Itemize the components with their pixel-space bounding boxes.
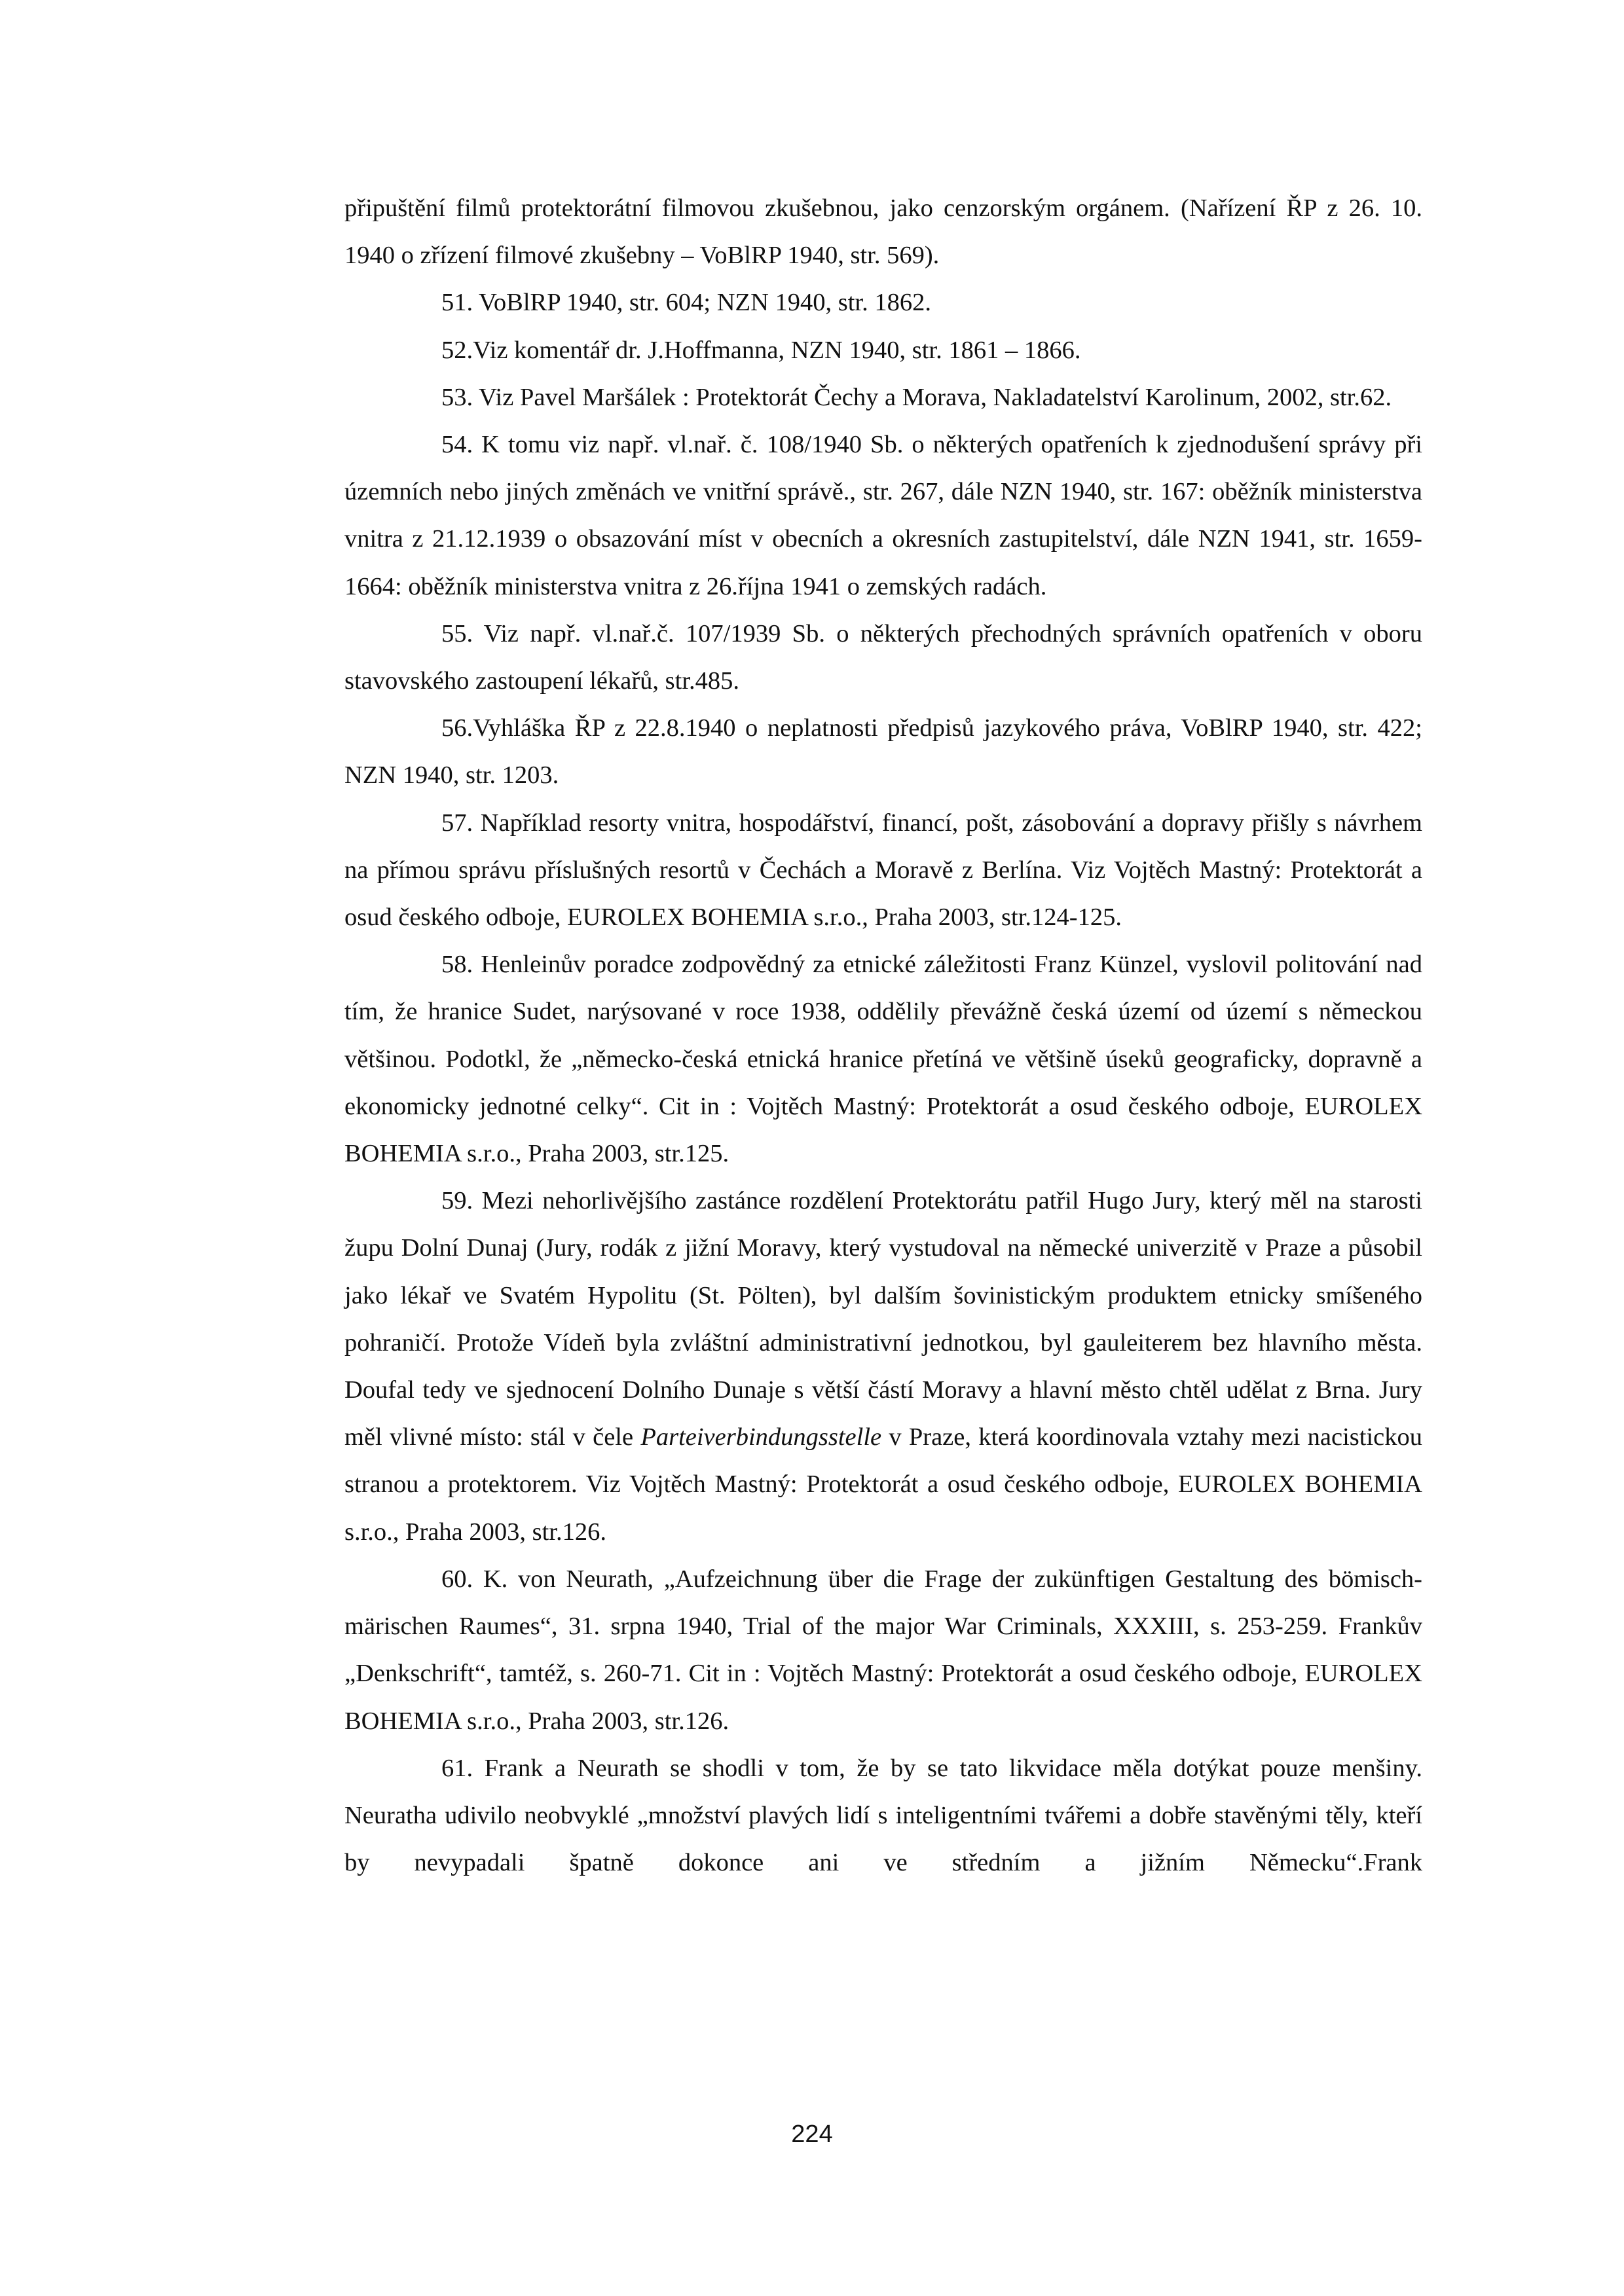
footnote-52: 52.Viz komentář dr. J.Hoffmanna, NZN 1940, str. 1861 – 1866.: [441, 336, 1081, 364]
footnote-51: 51. VoBlRP 1940, str. 604; NZN 1940, str. 1862.: [441, 289, 932, 317]
footnote-59-text-after: v Praze, která koordinovala vztahy mezi nacistickou stranou a protektorem. Viz Vojtěch Mastný: Protektorát a osud českého odboje, EUROLEX BOHEMIA s.r.o., Praha 2003, str.126.: [344, 1423, 1422, 1546]
footnote-54: 54. K tomu viz např. vl.nař. č. 108/1940 Sb. o některých opatřeních k zjednodušení správy při územních nebo jiných změnách ve vnitřní správě., str. 267, dále NZN 1940, str. 167: oběžník ministerstva vnitra z 21.12.1939 o obsazování míst v obecních a okresních zastupitelství, dále NZN 1941, str. 1659-1664: oběžník ministerstva vnitra z 26.října 1941 o zemských radách.: [344, 431, 1422, 600]
footnote-61: 61. Frank a Neurath se shodli v tom, že by se tato likvidace měla dotýkat pouze menšiny. Neuratha udivilo neobvyklé „množství plavých lidí s inteligentními tvářemi a dobře stavěnými těly, kteří by nevypadali špatně dokonce ani ve středním a jižním Německu“.Frank: [344, 1754, 1422, 1877]
page-number: 224: [791, 2121, 833, 2148]
footnote-59: [344, 1177, 1422, 1556]
footnote-continuation: připuštění filmů protektorátní filmovou zkušebnou, jako cenzorským orgánem. (Nařízení ŘP z 26. 10. 1940 o zřízení filmové zkušebny – VoBlRP 1940, str. 569).: [344, 194, 1422, 270]
footnote-59-text-before: 59. Mezi nehorlivějšího zastánce rozdělení Protektorátu patřil Hugo Jury, který měl na starosti župu Dolní Dunaj (Jury, rodák z jižní Moravy, který vystudoval na německé univerzitě v Praze a působil jako lékař ve Svatém Hypolitu (St. Pölten), byl dalším šovinistickým produktem etnicky smíšeného pohraničí. Protože Vídeň byla zvláštní administrativní jednotkou, byl gauleiterem bez hlavního města. Doufal tedy ve sjednocení Dolního Dunaje s větší částí Moravy a hlavní město chtěl udělat z Brna. Jury měl vlivné místo: stál v čele: [344, 1187, 1422, 1451]
footnotes-text-column: [344, 185, 1422, 1886]
footnote-57: 57. Například resorty vnitra, hospodářství, financí, pošt, zásobování a dopravy přišly s návrhem na přímou správu příslušných resortů v Čechách a Moravě z Berlína. Viz Vojtěch Mastný: Protektorát a osud českého odboje, EUROLEX BOHEMIA s.r.o., Praha 2003, str.124-125.: [344, 809, 1422, 932]
footnote-58: 58. Henleinův poradce zodpovědný za etnické záležitosti Franz Künzel, vyslovil politování nad tím, že hranice Sudet, narýsované v roce 1938, oddělily převážně česká území od území s německou většinou. Podotkl, že „německo-česká etnická hranice přetíná ve většině úseků geograficky, dopravně a ekonomicky jednotné celky“. Cit in : Vojtěch Mastný: Protektorát a osud českého odboje, EUROLEX BOHEMIA s.r.o., Praha 2003, str.125.: [344, 951, 1422, 1168]
footnote-60: 60. K. von Neurath, „Aufzeichnung über die Frage der zukünftigen Gestaltung des bömisch-märischen Raumes“, 31. srpna 1940, Trial of the major War Criminals, XXXIII, s. 253-259. Frankův „Denkschrift“, tamtéž, s. 260-71. Cit in : Vojtěch Mastný: Protektorát a osud českého odboje, EUROLEX BOHEMIA s.r.o., Praha 2003, str.126.: [344, 1565, 1422, 1735]
footnote-59-italic-term: Parteiverbindungsstelle: [640, 1423, 882, 1451]
footnote-53: 53. Viz Pavel Maršálek : Protektorát Čechy a Morava, Nakladatelství Karolinum, 2002, str.62.: [441, 383, 1392, 411]
footnote-56: 56.Vyhláška ŘP z 22.8.1940 o neplatnosti předpisů jazykového práva, VoBlRP 1940, str. 422; NZN 1940, str. 1203.: [344, 714, 1422, 790]
footnote-55: 55. Viz např. vl.nař.č. 107/1939 Sb. o některých přechodných správních opatřeních v oboru stavovského zastoupení lékařů, str.485.: [344, 619, 1422, 695]
